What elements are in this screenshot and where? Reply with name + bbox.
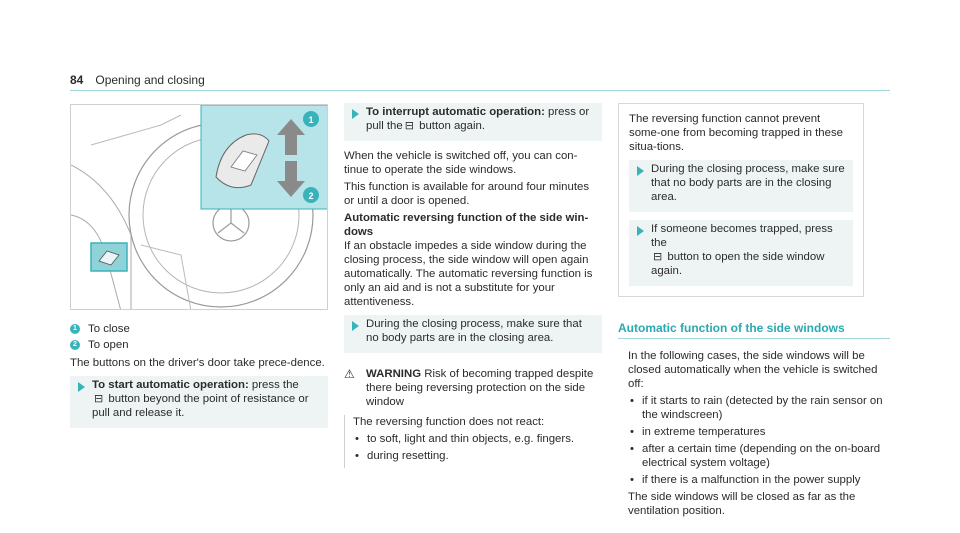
paragraph: The side windows will be closed as far as the ventilation position. — [628, 491, 856, 517]
step-arrow-icon — [352, 321, 359, 331]
warning-body — [344, 415, 602, 468]
step-open-if-trapped — [629, 220, 853, 286]
warning-list — [353, 432, 602, 463]
section-body — [618, 349, 890, 518]
paragraph: The reversing function cannot prevent some-one from becoming trapped in these situa-tions. — [629, 113, 844, 153]
paragraph: In the following cases, the side windows will be closed automatically when the vehicle is switched off: — [628, 350, 878, 390]
step-closing-check — [629, 160, 853, 212]
list-item: • after a certain time (depending on the on-board electrical system voltage) — [628, 442, 890, 470]
step-text: button to open the side window again. — [651, 251, 825, 277]
conditions-list — [628, 394, 890, 487]
legend-number: 1 — [70, 324, 80, 334]
window-switch-figure — [70, 104, 328, 310]
legend-item — [70, 322, 328, 336]
window-button-icon: ⊟ — [404, 119, 414, 132]
step-text: During the closing process, make sure that no body parts are in the closing area. — [366, 318, 582, 344]
window-button-icon: ⊟ — [94, 392, 104, 405]
window-button-icon: ⊟ — [653, 250, 663, 263]
paragraph: When the vehicle is switched off, you can con-tinue to operate the side windows. — [344, 150, 578, 176]
step-text: If someone becomes trapped, press the — [651, 223, 833, 249]
header-rule — [70, 90, 890, 91]
step-arrow-icon — [78, 382, 85, 392]
step-heading: To interrupt automatic operation: — [366, 106, 545, 118]
warning-continuation-box — [618, 103, 864, 297]
list-item: • if it starts to rain (detected by the rain sensor on the windscreen) — [628, 394, 890, 422]
list-item: • during resetting. — [353, 449, 602, 463]
step-arrow-icon — [637, 166, 644, 176]
reversing-heading: Automatic reversing function of the side win-dows — [344, 212, 589, 238]
list-item: • to soft, light and thin objects, e.g. fingers. — [353, 432, 602, 446]
warning-text: The reversing function does not react: — [353, 416, 545, 428]
legend-item — [70, 338, 328, 352]
step-text: press or pull the — [366, 106, 590, 132]
section-heading: Automatic function of the side windows — [618, 321, 890, 339]
step-text: button again. — [415, 120, 485, 132]
callout-2: 2 — [308, 191, 314, 201]
warning-triangle-icon: ⚠ — [344, 367, 355, 381]
left-column — [70, 322, 328, 436]
page-section-title: Opening and closing — [95, 73, 205, 87]
legend-text: To close — [88, 323, 130, 335]
step-arrow-icon — [637, 226, 644, 236]
warning-block — [344, 367, 602, 468]
list-item: • if there is a malfunction in the power supply — [628, 473, 890, 487]
step-closing-check — [344, 315, 602, 353]
step-interrupt-automatic — [344, 103, 602, 141]
legend-number: 2 — [70, 340, 80, 350]
middle-column — [344, 103, 602, 468]
warning-subtitle: Risk of becoming trapped despite there being reversing protection on the side window — [366, 368, 594, 408]
dashboard-illustration — [71, 105, 328, 310]
list-item: • in extreme temperatures — [628, 425, 890, 439]
page-number: 84 — [70, 73, 84, 87]
step-heading: To start automatic operation: — [92, 379, 249, 391]
step-text: button beyond the point of resistance or pull and release it. — [92, 393, 309, 419]
step-arrow-icon — [352, 109, 359, 119]
paragraph: This function is available for around four minutes or until a door is opened. — [344, 181, 590, 207]
paragraph: If an obstacle impedes a side window during the closing process, the side window will open again automatically. The automatic reversing function is only an aid and is not a substitute for your attentiveness. — [344, 240, 593, 308]
warning-title: WARNING — [366, 368, 422, 380]
right-column — [618, 103, 890, 521]
warning-header — [344, 367, 602, 409]
callout-1: 1 — [308, 115, 314, 125]
page-header — [70, 73, 205, 87]
step-text: press the — [248, 379, 299, 391]
step-text: During the closing process, make sure that no body parts are in the closing area. — [651, 163, 845, 203]
intro-text: The buttons on the driver's door take prece-dence. — [70, 357, 325, 369]
legend-text: To open — [88, 339, 129, 351]
step-start-automatic — [70, 376, 328, 428]
